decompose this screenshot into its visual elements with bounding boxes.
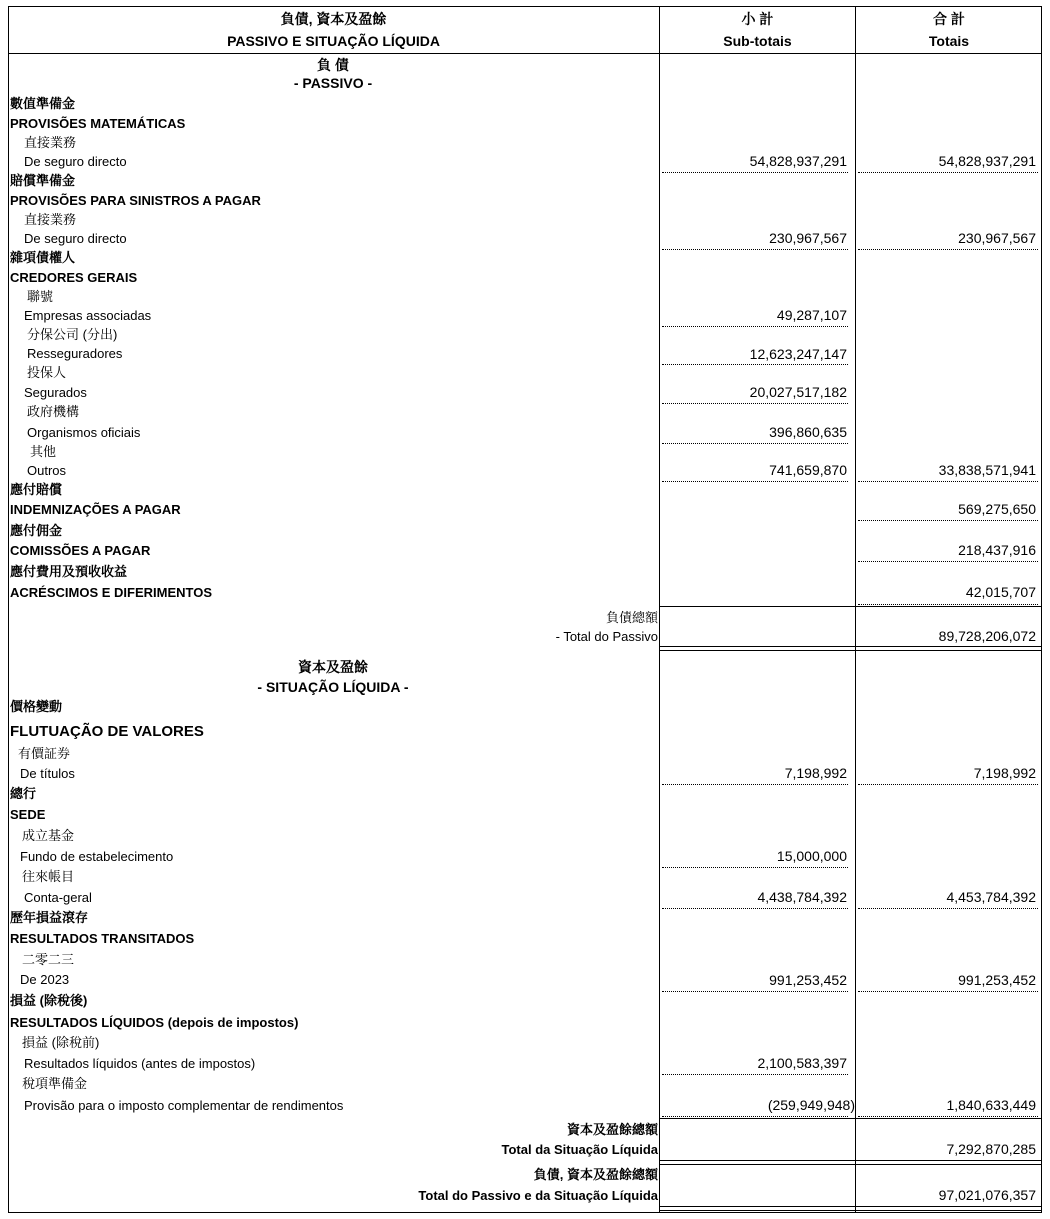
net-results-zh: 損益 (除稅後) [10,993,88,1008]
header-totals [856,6,1042,53]
reinsurers-zh: 分保公司 (分出) [27,327,118,342]
subtotal-underline [662,364,848,365]
securities-pt: De títulos [20,766,75,781]
liabilities-total-zh: 負債總額 [605,610,658,625]
fund-pt: Fundo de estabelecimento [20,849,174,864]
total-underline [858,520,1038,521]
insured-pt: Segurados [24,385,87,400]
government-pt: Organismos oficiais [27,425,141,440]
liabilities-title-pt: - PASSIVO - [293,75,373,91]
double-underline [659,1160,1042,1165]
subtotal-underline [662,991,848,992]
header-divider [8,53,1042,54]
securities-subtotal: 7,198,992 [784,765,847,781]
claims-provisions-zh: 賠償準備金 [10,173,76,188]
liabilities-total-pt: - Total do Passivo [555,629,658,644]
total-underline [858,481,1038,482]
header-subtotals [660,6,855,53]
claims-provisions-pt: PROVISÕES PARA SINISTROS A PAGAR [10,193,261,208]
accruals-pt: ACRÉSCIMOS E DIFERIMENTOS [10,585,213,600]
header-description-pt: PASSIVO E SITUAÇÃO LÍQUIDA [227,32,440,49]
year-2023-subtotal: 991,253,452 [769,972,847,988]
account-pt: Conta-geral [24,890,92,905]
retained-zh: 歷年損益滾存 [10,910,89,925]
valuation-pt: FLUTUAÇÃO DE VALORES [10,723,204,740]
header-description-zh: 負債, 資本及盈餘 [280,10,387,27]
header-subtotals-zh: 小 計 [741,10,774,27]
subtotal-underline [662,249,848,250]
grand-total-zh: 負債, 資本及盈餘總額 [533,1167,658,1182]
accruals-total: 42,015,707 [965,584,1036,600]
claims-direct-pt: De seguro directo [24,231,127,246]
equity-total-zh: 資本及盈餘總額 [566,1122,658,1137]
equity-total-pt: Total da Situação Líquida [501,1142,658,1157]
math-direct-zh: 直接業務 [24,135,77,150]
header-subtotals-pt: Sub-totais [723,32,792,49]
tax-provision-zh: 稅項準備金 [22,1076,88,1091]
rule-line [659,1118,1042,1119]
creditors-total: 33,838,571,941 [938,462,1036,478]
general-creditors-zh: 雜項債權人 [10,250,76,265]
commissions-pt: COMISSÕES A PAGAR [10,543,151,558]
total-underline [858,1116,1038,1117]
header-totals-zh: 合 計 [933,10,965,27]
pretax-pt: Resultados líquidos (antes de impostos) [24,1056,256,1071]
account-subtotal: 4,438,784,392 [757,889,847,905]
equity-title-pt: - SITUAÇÃO LÍQUIDA - [257,679,409,695]
header-totals-pt: Totais [928,32,970,49]
math-provisions-pt: PROVISÕES MATEMÁTICAS [10,116,186,131]
subtotal-underline [662,481,848,482]
commissions-zh: 應付佣金 [10,523,63,538]
indemnities-total: 569,275,650 [958,501,1036,517]
fund-zh: 成立基金 [22,828,75,843]
government-zh: 政府機構 [27,404,80,419]
math-direct-total: 54,828,937,291 [938,153,1036,169]
year-2023-total: 991,253,452 [958,972,1036,988]
total-underline [858,784,1038,785]
subtotal-underline [662,403,848,404]
liabilities-total-value: 89,728,206,072 [938,628,1036,644]
head-office-total: 4,453,784,392 [946,889,1036,905]
total-underline [858,561,1038,562]
claims-direct-zh: 直接業務 [24,212,77,227]
indemnities-zh: 應付賠償 [10,482,63,497]
grand-total-pt: Total do Passivo e da Situação Líquida [418,1188,658,1203]
subtotal-underline [662,1074,848,1075]
tax-provision-subtotal: (259,949,948) [767,1097,855,1113]
account-zh: 往來帳目 [22,869,75,884]
insured-zh: 投保人 [27,365,67,380]
reinsurers-subtotal: 12,623,247,147 [749,346,847,362]
subtotal-underline [662,784,848,785]
general-creditors-pt: CREDORES GERAIS [10,270,138,285]
math-provisions-zh: 數值準備金 [10,96,76,111]
claims-direct-total: 230,967,567 [958,230,1036,246]
retained-pt: RESULTADOS TRANSITADOS [10,931,195,946]
column-divider [659,6,660,1213]
math-direct-subtotal: 54,828,937,291 [749,153,847,169]
subtotal-underline [662,443,848,444]
net-results-total: 1,840,633,449 [946,1097,1036,1113]
subtotal-underline [662,908,848,909]
total-underline [858,172,1038,173]
accruals-zh: 應付費用及預收收益 [10,564,128,579]
rule-line [659,606,1042,607]
associates-subtotal: 49,287,107 [776,307,847,323]
subtotal-underline [662,1116,848,1117]
others-pt: Outros [27,463,67,478]
claims-direct-subtotal: 230,967,567 [769,230,847,246]
year-2023-zh: 二零二三 [22,952,75,967]
liabilities-title-zh: 負 債 [317,57,349,73]
column-divider [855,6,856,1213]
equity-total-value: 7,292,870,285 [946,1141,1036,1157]
double-underline [659,1206,1042,1211]
associates-zh: 聯號 [27,289,54,304]
total-underline [858,249,1038,250]
securities-zh: 有價証券 [18,746,71,761]
commissions-total: 218,437,916 [958,542,1036,558]
double-underline [659,646,1042,651]
insured-subtotal: 20,027,517,182 [749,384,847,400]
head-office-pt: SEDE [10,807,46,822]
associates-pt: Empresas associadas [24,308,152,323]
header-description [8,6,659,53]
math-direct-pt: De seguro directo [24,154,127,169]
subtotal-underline [662,867,848,868]
year-2023-pt: De 2023 [20,972,70,987]
indemnities-pt: INDEMNIZAÇÕES A PAGAR [10,502,181,517]
reinsurers-pt: Resseguradores [27,346,123,361]
net-results-pt: RESULTADOS LÍQUIDOS (depois de impostos) [10,1015,299,1030]
total-underline [858,604,1038,605]
pretax-subtotal: 2,100,583,397 [757,1055,847,1071]
valuation-zh: 價格變動 [10,699,63,714]
others-zh: 其他 [30,444,57,459]
tax-provision-pt: Provisão para o imposto complementar de rendimentos [24,1098,344,1113]
others-subtotal: 741,659,870 [769,462,847,478]
grand-total-value: 97,021,076,357 [938,1187,1036,1203]
total-underline [858,908,1038,909]
head-office-zh: 總行 [10,786,37,801]
subtotal-underline [662,326,848,327]
fund-subtotal: 15,000,000 [776,848,847,864]
securities-total: 7,198,992 [973,765,1036,781]
pretax-zh: 損益 (除稅前) [22,1035,100,1050]
equity-title-zh: 資本及盈餘 [298,659,368,675]
government-subtotal: 396,860,635 [769,424,847,440]
subtotal-underline [662,172,848,173]
total-underline [858,991,1038,992]
